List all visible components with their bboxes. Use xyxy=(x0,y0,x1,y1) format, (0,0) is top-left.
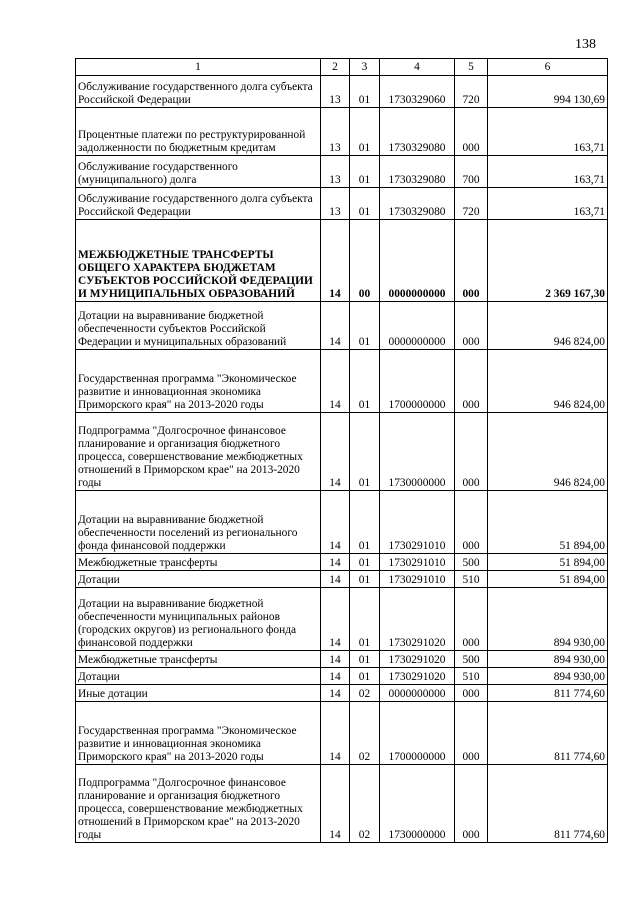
row-section-code: 14 xyxy=(321,668,350,685)
row-subsection-code: 02 xyxy=(350,702,380,765)
row-section-code: 14 xyxy=(321,685,350,702)
row-amount: 163,71 xyxy=(488,156,608,188)
row-subsection-code: 01 xyxy=(350,76,380,108)
row-target-article-code: 1730329060 xyxy=(380,76,455,108)
row-amount: 51 894,00 xyxy=(488,554,608,571)
row-subsection-code: 01 xyxy=(350,554,380,571)
table-header-row xyxy=(76,59,608,76)
column-header: 2 xyxy=(321,59,350,76)
row-section-code: 14 xyxy=(321,220,350,302)
row-name: Обслуживание государственного долга субъекта Российской Федерации xyxy=(76,188,321,220)
row-subsection-code: 02 xyxy=(350,765,380,843)
row-section-code: 14 xyxy=(321,554,350,571)
row-subsection-code: 01 xyxy=(350,188,380,220)
row-amount: 894 930,00 xyxy=(488,651,608,668)
row-target-article-code: 1700000000 xyxy=(380,350,455,413)
row-name: Обслуживание государственного (муниципального) долга xyxy=(76,156,321,188)
row-section-code: 13 xyxy=(321,108,350,156)
row-target-article-code: 0000000000 xyxy=(380,302,455,350)
row-section-code: 14 xyxy=(321,702,350,765)
row-section-code: 14 xyxy=(321,491,350,554)
row-name: Межбюджетные трансферты xyxy=(76,651,321,668)
row-subsection-code: 01 xyxy=(350,108,380,156)
row-expense-type-code: 000 xyxy=(455,702,488,765)
table-row xyxy=(76,156,608,188)
row-name: Дотации на выравнивание бюджетной обеспеченности субъектов Российской Федерации и муниципальных образований xyxy=(76,302,321,350)
row-target-article-code: 1700000000 xyxy=(380,702,455,765)
row-target-article-code: 1730291020 xyxy=(380,588,455,651)
row-name: Государственная программа "Экономическое развитие и инновационная экономика Приморского края" на 2013-2020 годы xyxy=(76,702,321,765)
row-name: Дотации на выравнивание бюджетной обеспеченности муниципальных районов (городских округов) из регионального фонда финансовой поддержки xyxy=(76,588,321,651)
row-amount: 811 774,60 xyxy=(488,702,608,765)
row-name: Подпрограмма "Долгосрочное финансовое планирование и организация бюджетного процесса, совершенствование межбюджетных отношений в Приморском крае" на 2013-2020 годы xyxy=(76,765,321,843)
row-amount: 894 930,00 xyxy=(488,588,608,651)
table-row xyxy=(76,188,608,220)
column-header: 1 xyxy=(76,59,321,76)
row-expense-type-code: 720 xyxy=(455,188,488,220)
row-subsection-code: 01 xyxy=(350,491,380,554)
row-expense-type-code: 700 xyxy=(455,156,488,188)
row-expense-type-code: 000 xyxy=(455,350,488,413)
row-subsection-code: 01 xyxy=(350,302,380,350)
table-row xyxy=(76,220,608,302)
row-name: Иные дотации xyxy=(76,685,321,702)
row-subsection-code: 01 xyxy=(350,413,380,491)
row-subsection-code: 01 xyxy=(350,156,380,188)
row-amount: 2 369 167,30 xyxy=(488,220,608,302)
row-amount: 946 824,00 xyxy=(488,413,608,491)
table-row xyxy=(76,571,608,588)
row-expense-type-code: 500 xyxy=(455,651,488,668)
row-expense-type-code: 000 xyxy=(455,302,488,350)
row-amount: 51 894,00 xyxy=(488,571,608,588)
table-row xyxy=(76,108,608,156)
row-target-article-code: 1730291020 xyxy=(380,651,455,668)
row-name: Обслуживание государственного долга субъекта Российской Федерации xyxy=(76,76,321,108)
row-expense-type-code: 500 xyxy=(455,554,488,571)
row-amount: 163,71 xyxy=(488,188,608,220)
column-header: 6 xyxy=(488,59,608,76)
row-target-article-code: 1730291010 xyxy=(380,571,455,588)
row-expense-type-code: 510 xyxy=(455,668,488,685)
row-section-code: 14 xyxy=(321,350,350,413)
row-subsection-code: 01 xyxy=(350,588,380,651)
row-name: Дотации xyxy=(76,668,321,685)
row-target-article-code: 1730000000 xyxy=(380,765,455,843)
row-expense-type-code: 000 xyxy=(455,765,488,843)
row-amount: 946 824,00 xyxy=(488,350,608,413)
row-amount: 51 894,00 xyxy=(488,491,608,554)
row-subsection-code: 00 xyxy=(350,220,380,302)
row-target-article-code: 1730291010 xyxy=(380,491,455,554)
row-amount: 163,71 xyxy=(488,108,608,156)
row-name: Подпрограмма "Долгосрочное финансовое планирование и организация бюджетного процесса, совершенствование межбюджетных отношений в Приморском крае" на 2013-2020 годы xyxy=(76,413,321,491)
row-amount: 946 824,00 xyxy=(488,302,608,350)
table-row xyxy=(76,302,608,350)
row-name: Межбюджетные трансферты xyxy=(76,554,321,571)
row-section-code: 14 xyxy=(321,651,350,668)
table-row xyxy=(76,350,608,413)
row-expense-type-code: 000 xyxy=(455,220,488,302)
row-target-article-code: 0000000000 xyxy=(380,220,455,302)
row-amount: 994 130,69 xyxy=(488,76,608,108)
table-row xyxy=(76,413,608,491)
row-amount: 811 774,60 xyxy=(488,685,608,702)
row-expense-type-code: 000 xyxy=(455,491,488,554)
row-target-article-code: 1730329080 xyxy=(380,108,455,156)
budget-table xyxy=(75,58,608,843)
table-row xyxy=(76,588,608,651)
row-name: Дотации на выравнивание бюджетной обеспеченности поселений из регионального фонда финансовой поддержки xyxy=(76,491,321,554)
row-name: Процентные платежи по реструктурированной задолженности по бюджетным кредитам xyxy=(76,108,321,156)
column-header: 3 xyxy=(350,59,380,76)
row-expense-type-code: 720 xyxy=(455,76,488,108)
row-name: МЕЖБЮДЖЕТНЫЕ ТРАНСФЕРТЫ ОБЩЕГО ХАРАКТЕРА БЮДЖЕТАМ СУБЪЕКТОВ РОССИЙСКОЙ ФЕДЕРАЦИИ И МУНИЦИПАЛЬНЫХ ОБРАЗОВАНИЙ xyxy=(76,220,321,302)
row-expense-type-code: 000 xyxy=(455,108,488,156)
row-target-article-code: 1730291010 xyxy=(380,554,455,571)
row-expense-type-code: 510 xyxy=(455,571,488,588)
row-expense-type-code: 000 xyxy=(455,413,488,491)
row-section-code: 14 xyxy=(321,588,350,651)
row-expense-type-code: 000 xyxy=(455,685,488,702)
row-target-article-code: 1730291020 xyxy=(380,668,455,685)
table-row xyxy=(76,685,608,702)
row-subsection-code: 01 xyxy=(350,651,380,668)
table-row xyxy=(76,765,608,843)
row-section-code: 14 xyxy=(321,571,350,588)
row-name: Дотации xyxy=(76,571,321,588)
table-row xyxy=(76,651,608,668)
row-expense-type-code: 000 xyxy=(455,588,488,651)
page-number: 138 xyxy=(575,37,596,52)
row-amount: 811 774,60 xyxy=(488,765,608,843)
row-subsection-code: 01 xyxy=(350,668,380,685)
table-row xyxy=(76,491,608,554)
row-subsection-code: 02 xyxy=(350,685,380,702)
row-amount: 894 930,00 xyxy=(488,668,608,685)
row-section-code: 13 xyxy=(321,156,350,188)
row-target-article-code: 0000000000 xyxy=(380,685,455,702)
table-row xyxy=(76,76,608,108)
column-header: 5 xyxy=(455,59,488,76)
table-row xyxy=(76,668,608,685)
row-target-article-code: 1730329080 xyxy=(380,188,455,220)
row-target-article-code: 1730329080 xyxy=(380,156,455,188)
row-section-code: 14 xyxy=(321,765,350,843)
table-row xyxy=(76,702,608,765)
row-target-article-code: 1730000000 xyxy=(380,413,455,491)
column-header: 4 xyxy=(380,59,455,76)
table-row xyxy=(76,554,608,571)
row-section-code: 14 xyxy=(321,302,350,350)
row-subsection-code: 01 xyxy=(350,571,380,588)
row-subsection-code: 01 xyxy=(350,350,380,413)
row-section-code: 14 xyxy=(321,413,350,491)
row-section-code: 13 xyxy=(321,188,350,220)
row-section-code: 13 xyxy=(321,76,350,108)
row-name: Государственная программа "Экономическое развитие и инновационная экономика Приморского края" на 2013-2020 годы xyxy=(76,350,321,413)
